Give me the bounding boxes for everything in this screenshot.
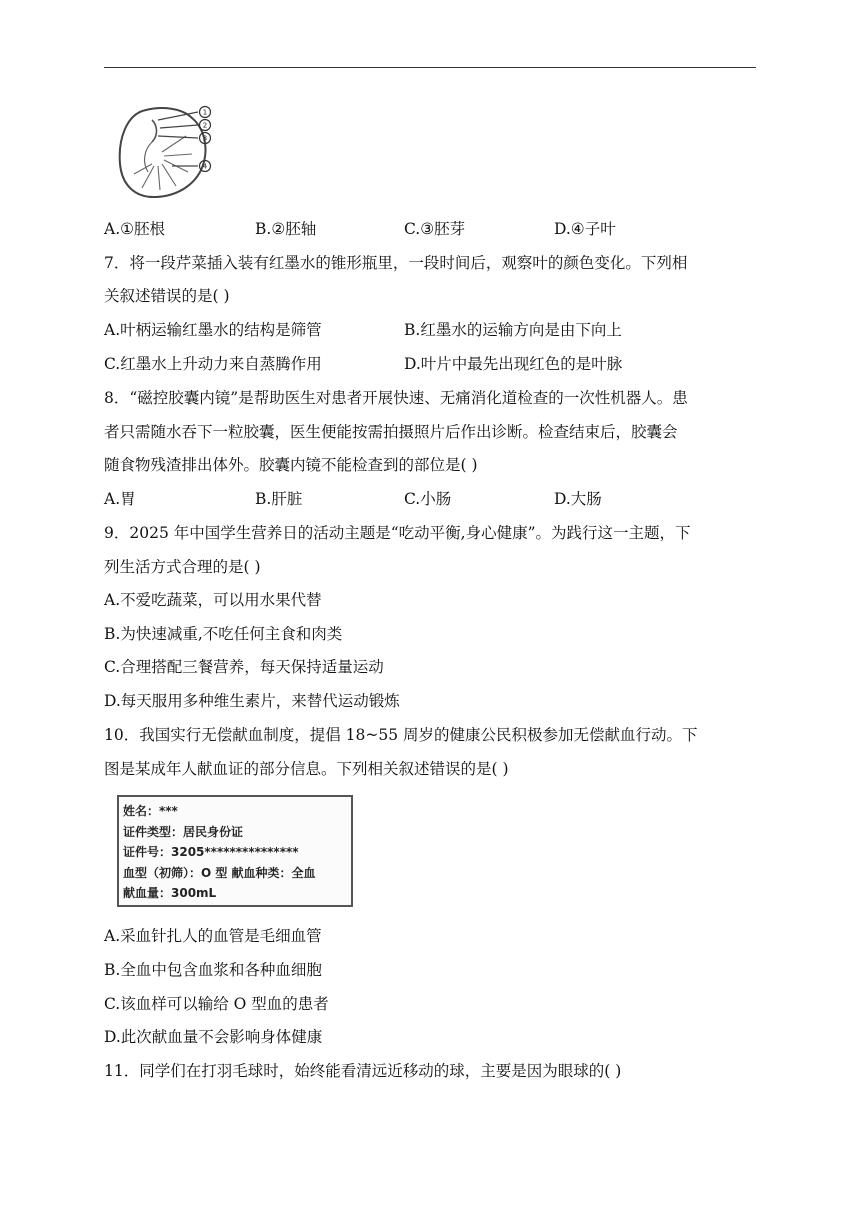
q10-stem-line-1: 10．我国实行无偿献血制度，提倡 18~55 周岁的健康公民积极参加无偿献血行动。下 bbox=[104, 726, 698, 744]
q9-stem-line-2: 列生活方式合理的是( ) bbox=[104, 558, 261, 576]
q8-stem-line-3: 随食物残渣排出体外。胶囊内镜不能检查到的部位是( ) bbox=[104, 456, 478, 474]
seed-diagram bbox=[112, 102, 222, 202]
q6-option-c: C.③胚芽 bbox=[404, 220, 466, 238]
q9-option-c: C.合理搭配三餐营养，每天保持适量运动 bbox=[104, 658, 384, 676]
q10-stem-line-2: 图是某成年人献血证的部分信息。下列相关叙述错误的是( ) bbox=[104, 760, 509, 778]
q6-option-a: A.①胚根 bbox=[104, 220, 166, 238]
q10-option-b: B.全血中包含血浆和各种血细胞 bbox=[104, 961, 322, 979]
card-name-line: 姓名：*** bbox=[123, 804, 178, 818]
q7-stem-line-1: 7．将一段芹菜插入装有红墨水的锥形瓶里，一段时间后，观察叶的颜色变化。下列相 bbox=[104, 254, 688, 272]
seed-label-1: 1 bbox=[202, 108, 208, 117]
q8-option-d: D.大肠 bbox=[554, 490, 602, 508]
blood-donation-card bbox=[117, 795, 353, 907]
q9-stem-line-1: 9．2025 年中国学生营养日的活动主题是“吃动平衡,身心健康”。为践行这一主题，下 bbox=[104, 524, 691, 542]
q6-option-b: B.②胚轴 bbox=[255, 220, 317, 238]
q8-option-b: B.肝脏 bbox=[255, 490, 303, 508]
card-id-number-line: 证件号：3205*************** bbox=[123, 845, 299, 859]
seed-label-4: 4 bbox=[202, 162, 208, 171]
header-rule bbox=[104, 67, 756, 68]
q9-option-d: D.每天服用多种维生素片，来替代运动锻炼 bbox=[104, 692, 400, 710]
seed-label-3: 3 bbox=[202, 134, 208, 143]
q9-option-a: A.不爱吃蔬菜，可以用水果代替 bbox=[104, 591, 322, 609]
q9-option-b: B.为快速减重,不吃任何主食和肉类 bbox=[104, 625, 343, 643]
q7-option-b: B.红墨水的运输方向是由下向上 bbox=[404, 321, 622, 339]
q8-stem-line-2: 者只需随水吞下一粒胶囊，医生便能按需拍摄照片后作出诊断。检查结束后，胶囊会 bbox=[104, 423, 678, 441]
card-blood-type-line: 血型（初筛）：O 型 献血种类：全血 bbox=[123, 865, 316, 880]
q7-option-c: C.红墨水上升动力来自蒸腾作用 bbox=[104, 355, 322, 373]
q10-option-a: A.采血针扎人的血管是毛细血管 bbox=[104, 927, 322, 945]
q11-stem-line-1: 11．同学们在打羽毛球时，始终能看清远近移动的球，主要是因为眼球的( ) bbox=[104, 1062, 622, 1080]
q7-option-d: D.叶片中最先出现红色的是叶脉 bbox=[404, 355, 623, 373]
q10-option-c: C.该血样可以输给 O 型血的患者 bbox=[104, 995, 329, 1013]
q10-option-d: D.此次献血量不会影响身体健康 bbox=[104, 1028, 323, 1046]
q6-option-d: D.④子叶 bbox=[554, 220, 616, 238]
card-volume-line: 献血量：300mL bbox=[123, 886, 217, 900]
q8-option-a: A.胃 bbox=[104, 490, 136, 508]
q7-option-a: A.叶柄运输红墨水的结构是筛管 bbox=[104, 321, 322, 339]
q8-option-c: C.小肠 bbox=[404, 490, 452, 508]
q7-stem-line-2: 关叙述错误的是( ) bbox=[104, 287, 230, 305]
q8-stem-line-1: 8．“磁控胶囊内镜”是帮助医生对患者开展快速、无痛消化道检查的一次性机器人。患 bbox=[104, 389, 688, 407]
seed-label-2: 2 bbox=[202, 121, 208, 130]
card-id-type-line: 证件类型：居民身份证 bbox=[123, 824, 244, 839]
